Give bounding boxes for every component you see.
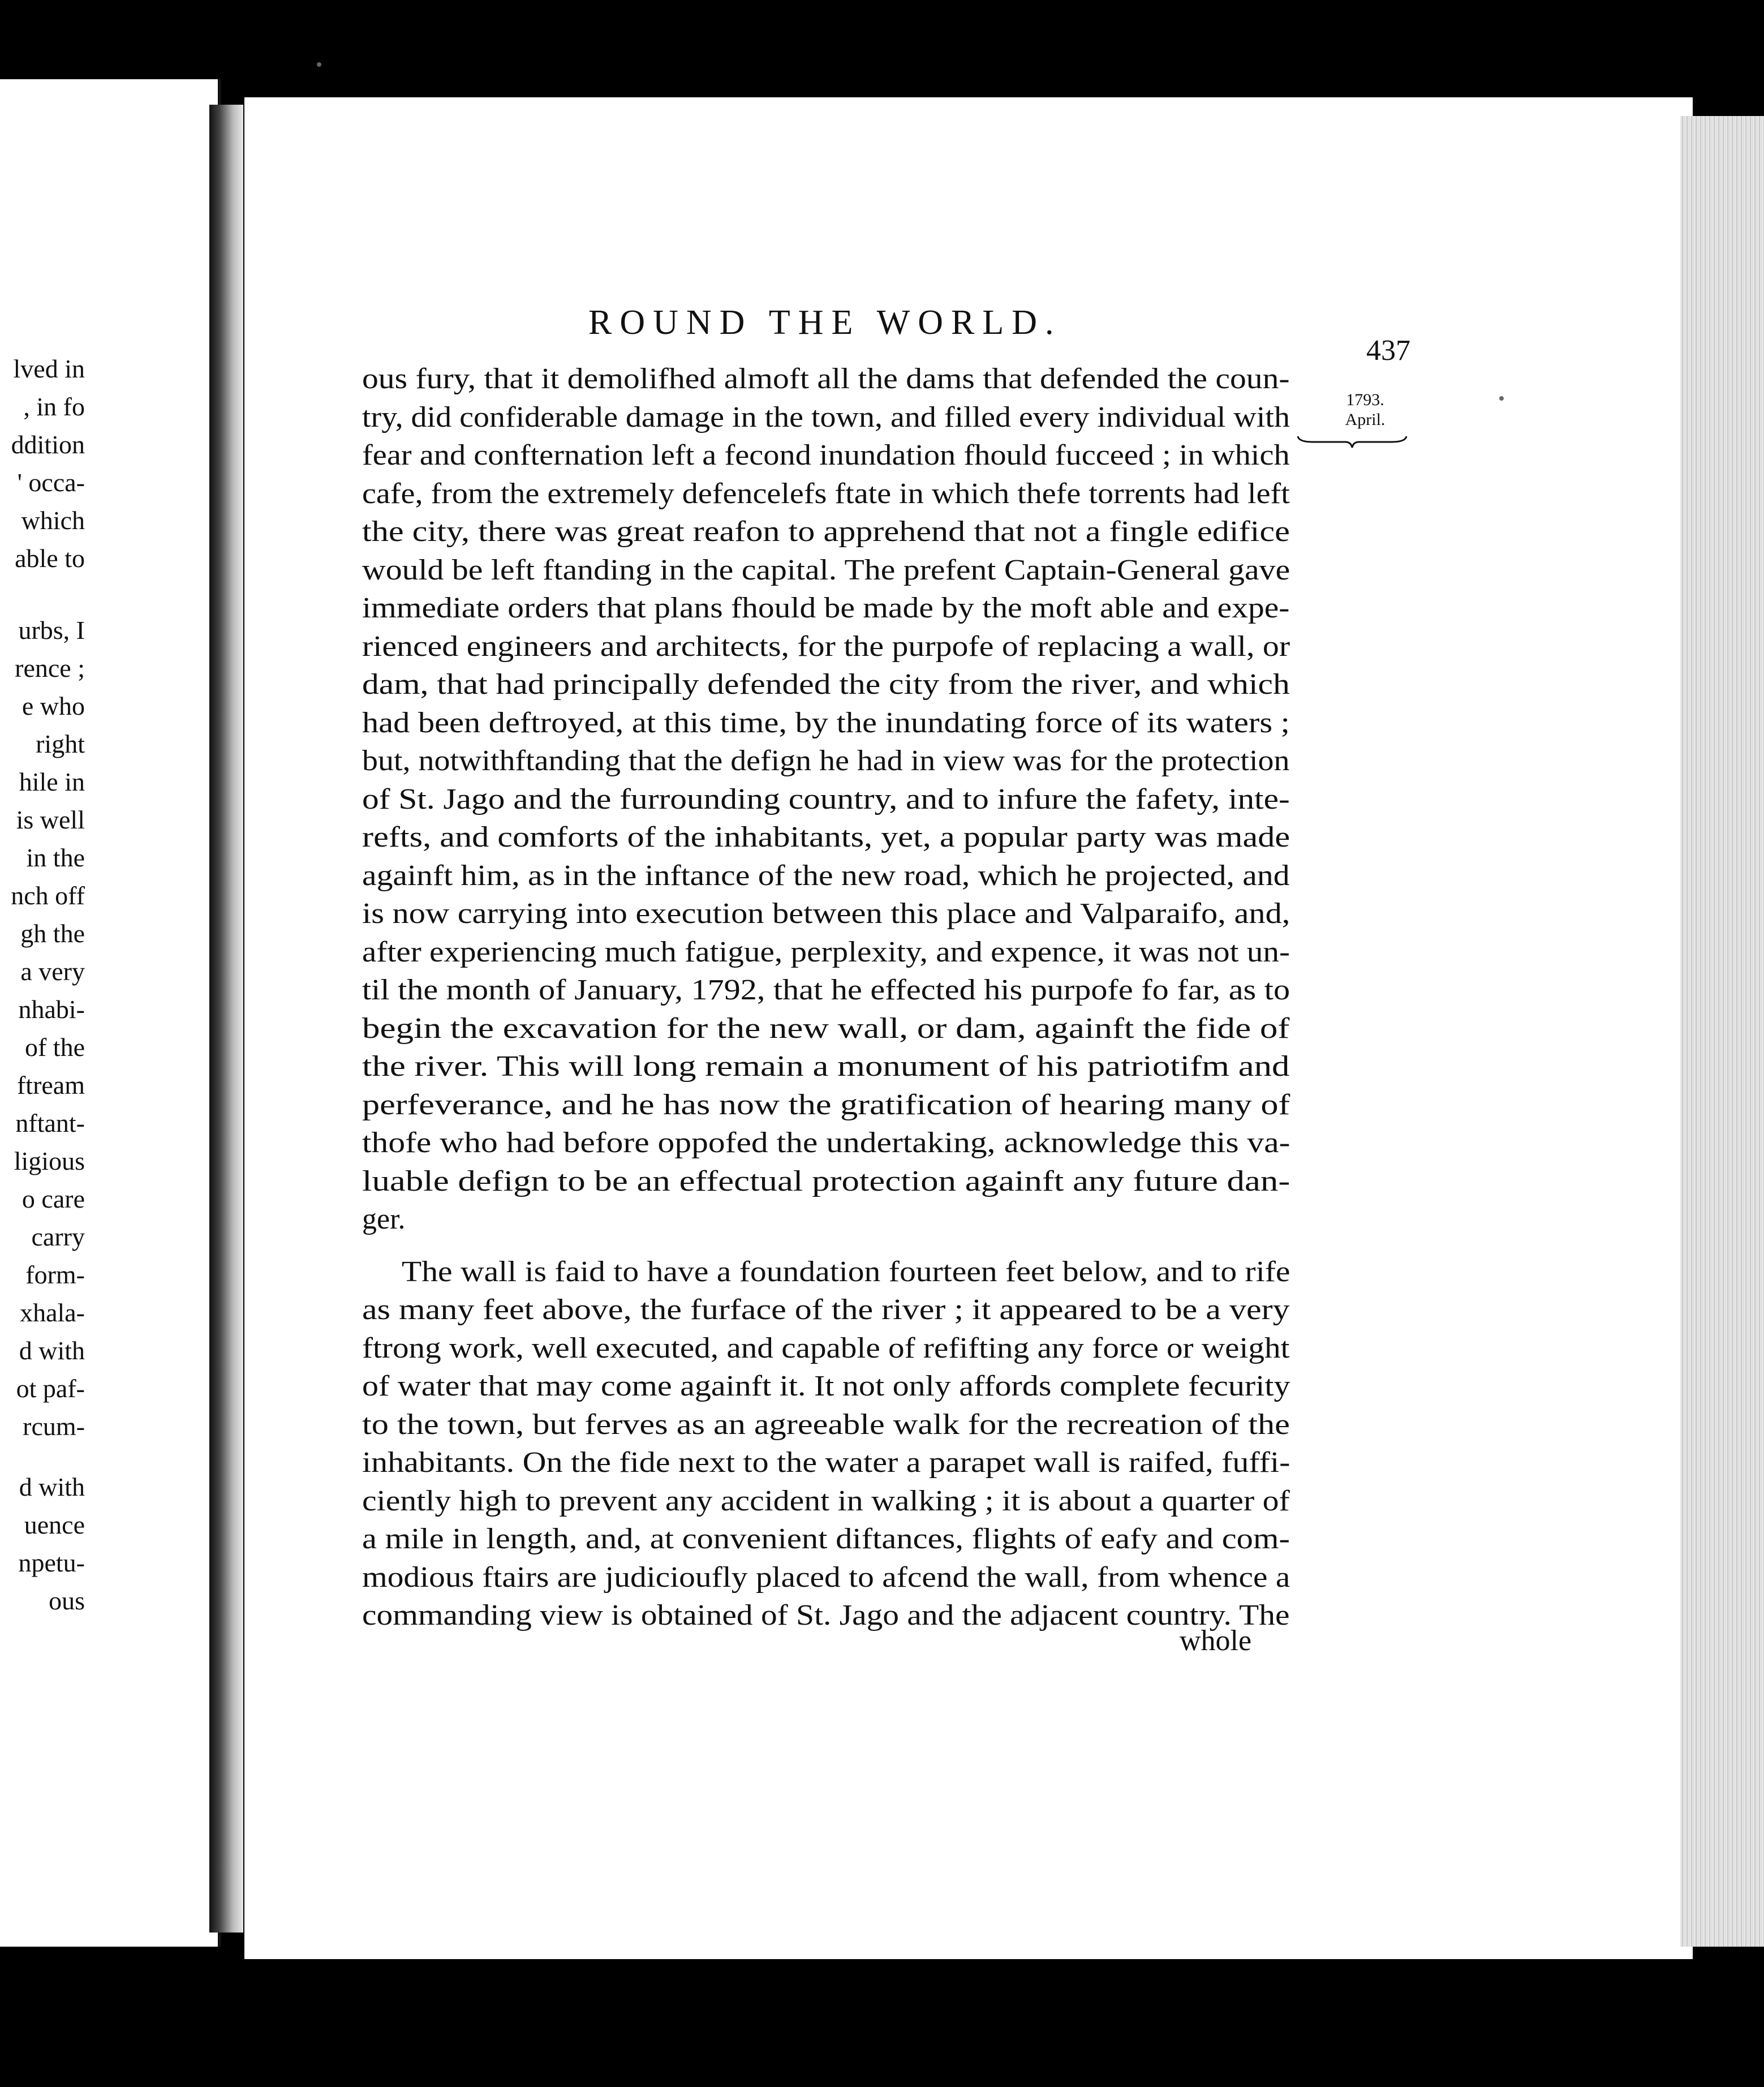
body-line: luable defign to be an effectual protection againft any future dan- <box>362 1165 1290 1197</box>
left-page-line: right <box>36 729 85 758</box>
body-line: had been deftroyed, at this time, by the inundating force of its waters ; <box>362 706 1290 739</box>
left-page-line: ligious <box>14 1146 85 1175</box>
body-line: after experiencing much fatigue, perplexity, and expence, it was not un- <box>362 935 1290 968</box>
margin-note-year: 1793. <box>1346 390 1384 409</box>
page-edges <box>1680 116 1764 1947</box>
body-line: immediate orders that plans fhould be made by the moft able and expe- <box>362 592 1290 624</box>
left-page-line: carry <box>31 1222 85 1251</box>
left-page-line: npetu- <box>18 1548 85 1577</box>
catchword: whole <box>1180 1625 1252 1657</box>
body-line: ftrong work, well executed, and capable of refifting any force or weight <box>362 1332 1290 1364</box>
left-page-line: ot paf- <box>16 1374 85 1403</box>
body-line: perfeverance, and he has now the gratification of hearing many of <box>362 1088 1290 1121</box>
left-page-line: form- <box>25 1260 85 1289</box>
body-line: til the month of January, 1792, that he effected his purpofe fo far, as to <box>362 974 1290 1006</box>
left-page-line: nch off <box>11 881 85 910</box>
body-line: cafe, from the extremely defencelefs ftate in which thefe torrents had left <box>362 477 1290 510</box>
body-line: dam, that had principally defended the city from the river, and which <box>362 668 1290 701</box>
left-page-line: ous <box>49 1586 85 1615</box>
left-page-line: a very <box>20 957 85 986</box>
left-page-line: ddition <box>11 430 85 459</box>
left-page-line: d with <box>19 1472 85 1501</box>
speck <box>1499 396 1504 401</box>
left-page-line: ' occa- <box>17 468 85 497</box>
left-page-line: urbs, I <box>18 616 85 645</box>
body-line: is now carrying into execution between this place and Valparaifo, and, <box>362 898 1290 930</box>
left-page-line: uence <box>24 1510 85 1539</box>
body-line: refts, and comforts of the inhabitants, yet, a popular party was made <box>362 821 1290 853</box>
body-line: rienced engineers and architects, for the purpofe of replacing a wall, or <box>362 630 1290 663</box>
left-page-line: able to <box>15 544 85 573</box>
left-page-line: ftream <box>16 1071 85 1100</box>
book-gutter <box>209 105 243 1933</box>
body-line: try, did confiderable damage in the town, and filled every individual with <box>362 401 1290 433</box>
body-line: fear and confternation left a fecond inundation fhould fucceed ; in which <box>362 439 1290 471</box>
left-page-line: xhala- <box>20 1298 85 1327</box>
left-page-line: is well <box>16 805 85 834</box>
body-line: ous fury, that it demolifhed almoft all the dams that defended the coun- <box>362 363 1290 395</box>
left-page-line: nhabi- <box>18 995 85 1024</box>
body-line: commanding view is obtained of St. Jago and the adjacent country. The <box>362 1599 1290 1631</box>
body-line: inhabitants. On the fide next to the water a parapet wall is raifed, fuffi- <box>362 1446 1290 1479</box>
left-page-line: lved in <box>13 354 85 383</box>
body-line: as many feet above, the furface of the river ; it appeared to be a very <box>362 1294 1290 1326</box>
left-page-line: of the <box>24 1033 85 1062</box>
body-line: the city, there was great reafon to apprehend that not a fingle edifice <box>362 516 1290 548</box>
speck <box>317 62 321 67</box>
left-page-line: rcum- <box>23 1412 85 1441</box>
left-page-line: rence ; <box>15 654 85 682</box>
page-number: 437 <box>1366 334 1410 367</box>
left-page-line: e who <box>21 692 85 720</box>
running-head: ROUND THE WORLD. <box>588 303 1062 342</box>
left-page <box>0 79 221 1947</box>
left-page-line: in the <box>26 843 85 872</box>
body-line: ciently high to prevent any accident in walking ; it is about a quarter of <box>362 1484 1290 1517</box>
left-page-line: which <box>21 506 85 535</box>
body-line: but, notwithftanding that the defign he had in view was for the protection <box>362 745 1290 777</box>
left-page-line: nftant- <box>15 1109 85 1137</box>
body-line: thofe who had before oppofed the undertaking, acknowledge this va- <box>362 1127 1290 1159</box>
left-page-line: , in fo <box>23 392 85 421</box>
margin-note-month: April. <box>1345 410 1386 429</box>
left-page-line: gh the <box>20 919 85 948</box>
body-line: ger. <box>362 1203 406 1235</box>
body-line: begin the excavation for the new wall, or dam, againft the fide of <box>362 1012 1290 1045</box>
body-line: the river. This will long remain a monument of his patriotifm and <box>362 1050 1290 1083</box>
body-line: againft him, as in the inftance of the new road, which he projected, and <box>362 859 1290 892</box>
left-page-line: o care <box>21 1184 85 1213</box>
left-page-line: hile in <box>19 767 85 796</box>
body-line: The wall is faid to have a foundation fourteen feet below, and to rife <box>402 1255 1290 1288</box>
left-page-line: d with <box>19 1336 85 1365</box>
body-line: of water that may come againft it. It not only affords complete fecurity <box>362 1370 1290 1402</box>
body-line: a mile in length, and, at convenient diftances, flights of eafy and com- <box>362 1523 1290 1555</box>
body-line: would be left ftanding in the capital. The prefent Captain-General gave <box>362 553 1290 586</box>
body-line: modious ftairs are judicioufly placed to afcend the wall, from whence a <box>362 1561 1290 1594</box>
body-line: of St. Jago and the furrounding country, and to infure the fafety, inte- <box>362 783 1290 815</box>
body-line: to the town, but ferves as an agreeable walk for the recreation of the <box>362 1408 1290 1441</box>
margin-brace-icon <box>1296 433 1409 450</box>
